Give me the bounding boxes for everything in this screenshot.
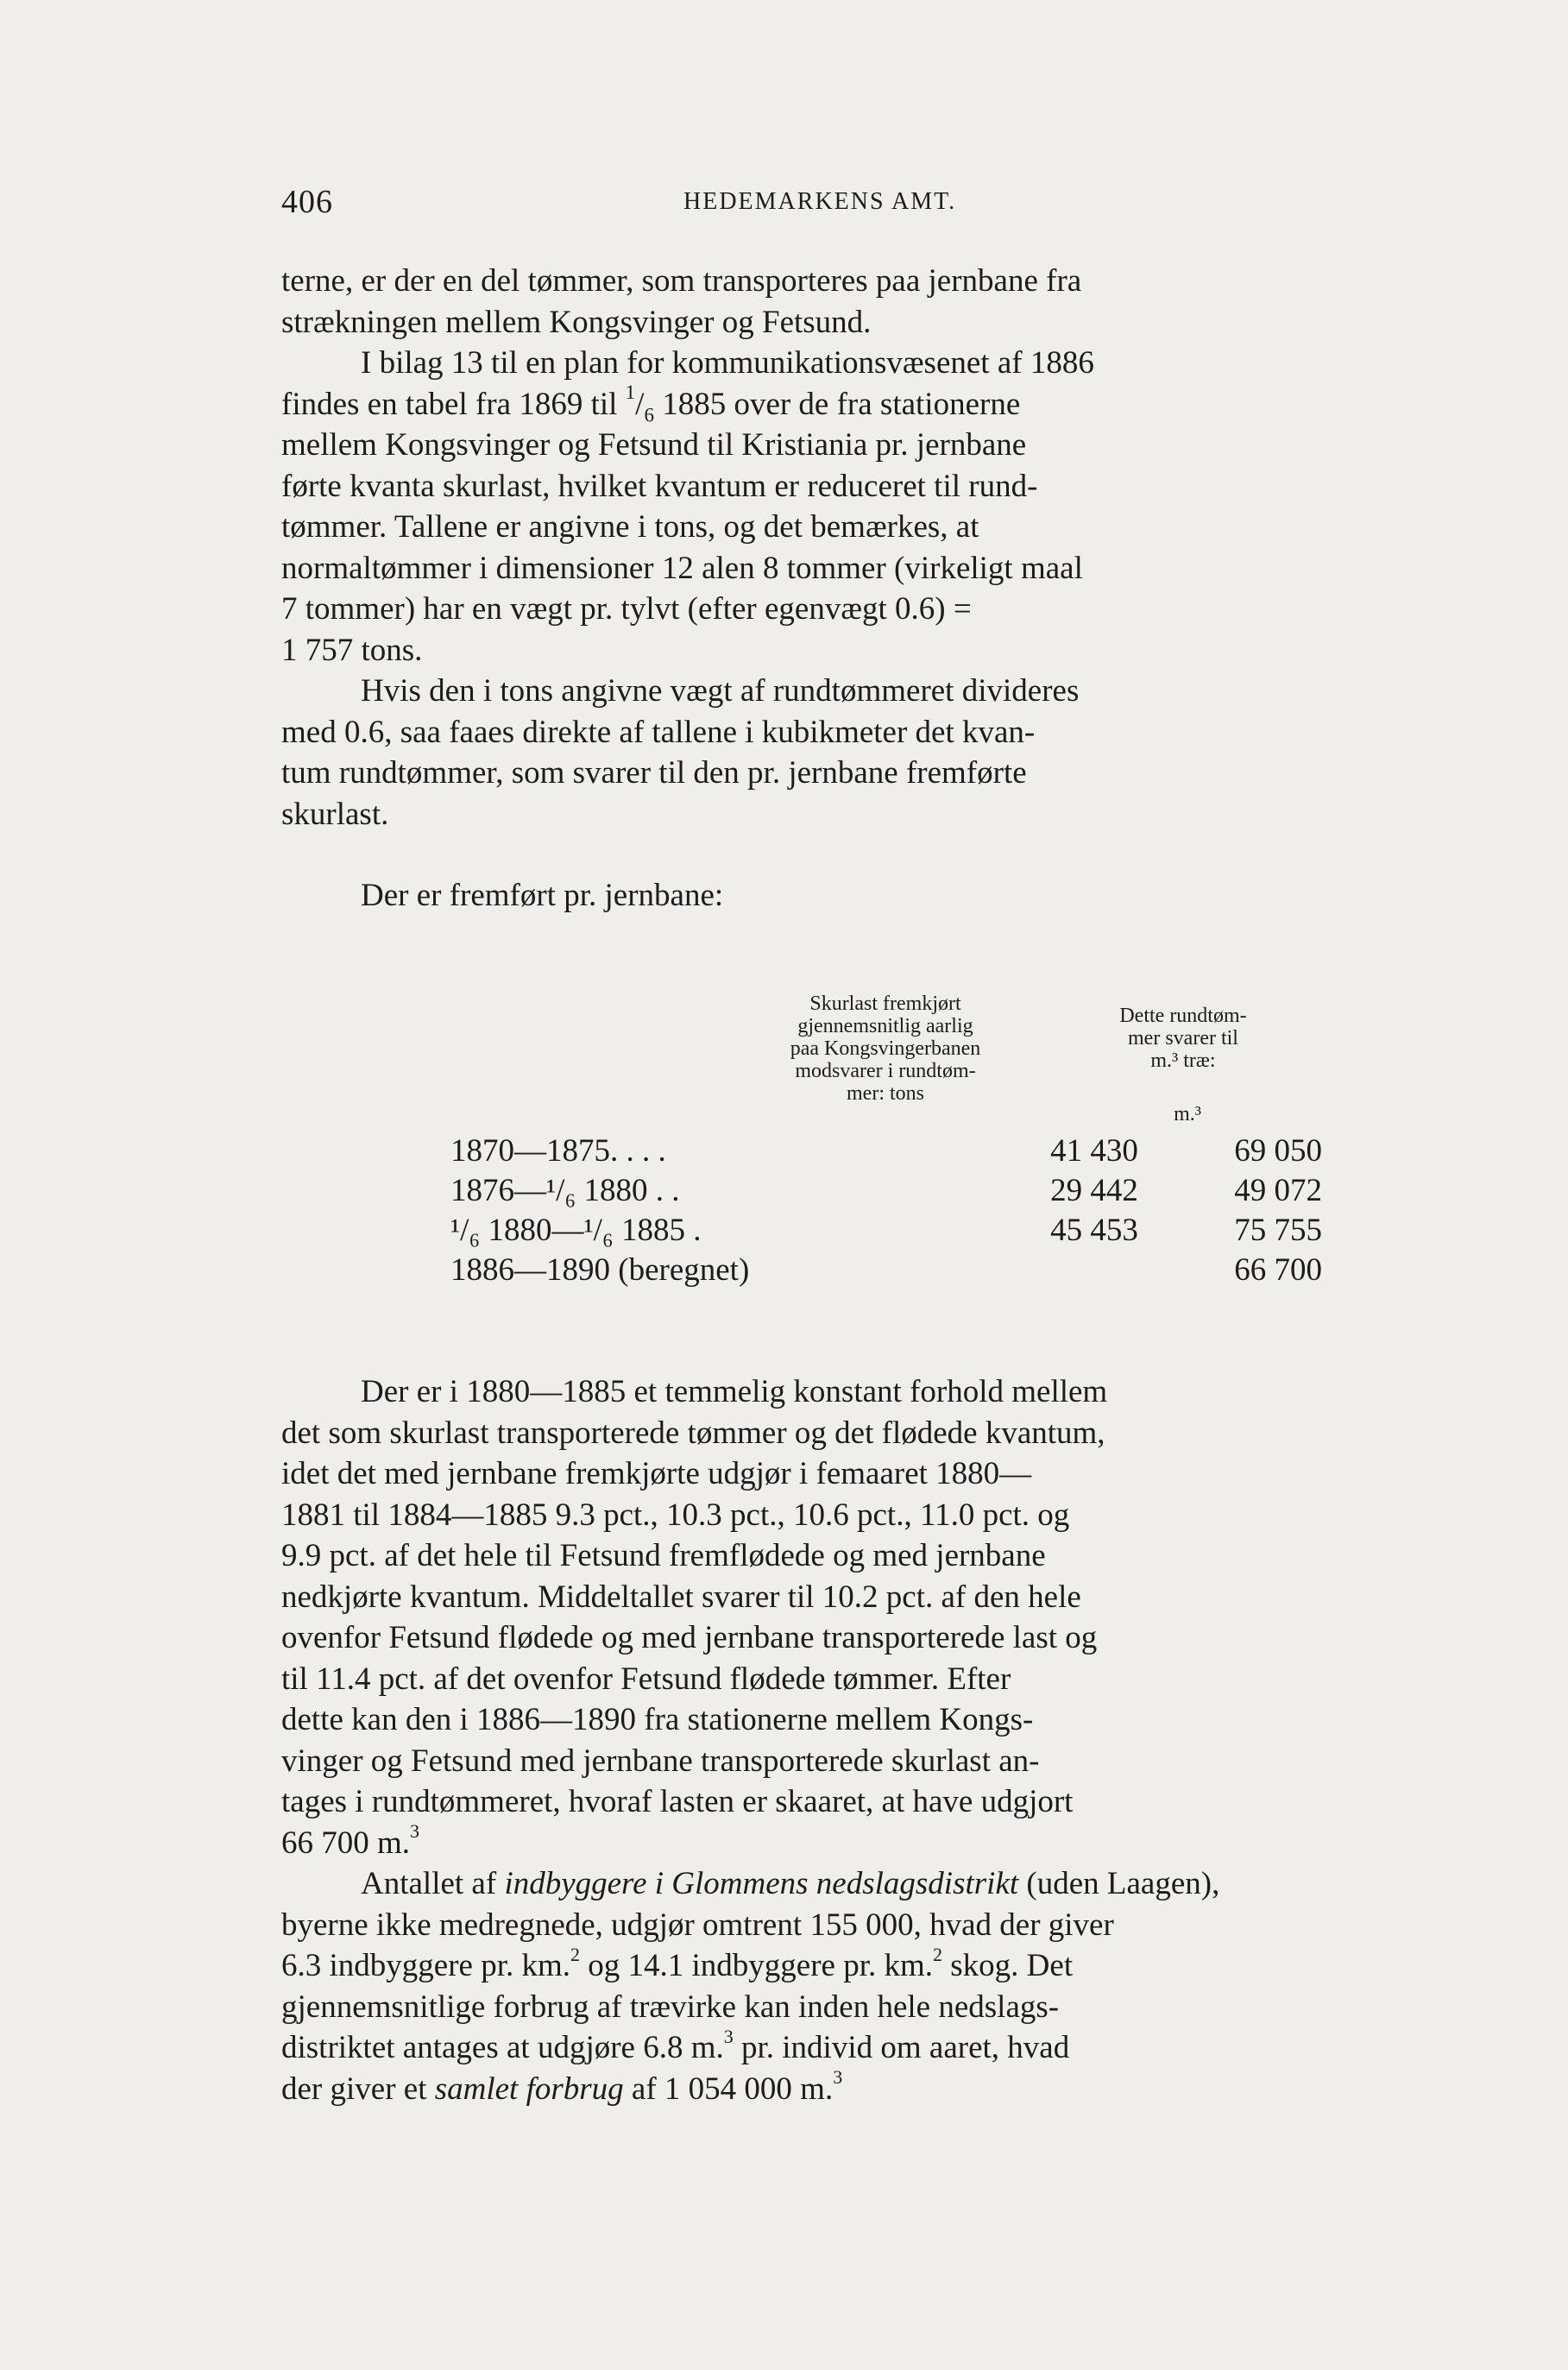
text-line: Hvis den i tons angivne vægt af rundtømmeret divideres	[361, 673, 1080, 709]
paragraph-divide	[281, 671, 1407, 835]
text-line: strækningen mellem Kongsvinger og Fetsund.	[281, 304, 872, 340]
text-line: tømmer. Tallene er angivne i tons, og det bemærkes, at	[281, 509, 979, 545]
page-header	[281, 183, 1407, 226]
m3-cell: 69 050	[1234, 1133, 1322, 1169]
text-line: idet det med jernbane fremkjørte udgjør i femaaret 1880—	[281, 1456, 1032, 1491]
period-cell: ¹/₆ 1880—¹/₆ 1885 .	[450, 1213, 702, 1248]
text-line: til 11.4 pct. af det ovenfor Fetsund flødede tømmer. Efter	[281, 1661, 1011, 1697]
m3-cell: 66 700	[1234, 1252, 1322, 1288]
table-row	[450, 1212, 1322, 1251]
text-line: dette kan den i 1886—1890 fra stationerne mellem Kongs-	[281, 1702, 1034, 1737]
column-unit: m.³	[1174, 1103, 1201, 1125]
page-number: 406	[281, 184, 333, 220]
period-cell: 1870—1875. . . .	[450, 1133, 666, 1169]
text-line: førte kvanta skurlast, hvilket kvantum er reduceret til rund-	[281, 468, 1038, 504]
text-line: I bilag 13 til en plan for kommunikationsvæsenet af 1886	[361, 345, 1094, 381]
m3-cell: 49 072	[1234, 1173, 1322, 1208]
column-header-tons: Skurlast fremkjørt gjennemsnitlig aarlig paa Kongsvingerbanen modsvarer i rundtøm- mer: tons	[790, 993, 981, 1105]
paragraph-population	[281, 1863, 1407, 2109]
text-line: distriktet antages at udgjøre 6.8 m.$^3$ pr. individ om aaret, hvad	[281, 2025, 1070, 2065]
text-line: Der er i 1880—1885 et temmelig konstant forhold mellem	[361, 1374, 1108, 1409]
text-line: byerne ikke medregnede, udgjør omtrent 155 000, hvad der giver	[281, 1907, 1114, 1943]
text-line: normaltømmer i dimensioner 12 alen 8 tommer (virkeligt maal	[281, 550, 1083, 586]
text-line: ovenfor Fetsund flødede og med jernbane transporterede last og	[281, 1620, 1098, 1655]
text-line: mellem Kongsvinger og Fetsund til Kristiania pr. jernbane	[281, 427, 1027, 463]
text-line: tages i rundtømmeret, hvoraf lasten er skaaret, at have udgjort	[281, 1784, 1074, 1819]
fraction: $^1/_6$	[625, 381, 654, 425]
table-row	[450, 1132, 1322, 1172]
text-line: terne, er der en del tømmer, som transporteres paa jernbane fra	[281, 263, 1082, 299]
text-line: det som skurlast transporterede tømmer og det flødede kvantum,	[281, 1415, 1105, 1451]
m3-cell: 75 755	[1234, 1213, 1322, 1248]
text-line: der giver et samlet forbrug af 1 054 000 m.$^3$	[281, 2066, 843, 2107]
text-line: tum rundtømmer, som svarer til den pr. jernbane fremførte	[281, 755, 1027, 791]
text-line: 1881 til 1884—1885 9.3 pct., 10.3 pct., 10.6 pct., 11.0 pct. og	[281, 1497, 1070, 1533]
column-header-m3: Dette rundtøm- mer svarer til m.³ træ:	[1119, 1005, 1247, 1072]
text-line: 7 tommer) har en vægt pr. tylvt (efter egenvægt 0.6) =	[281, 591, 972, 627]
tons-cell: 29 442	[1050, 1173, 1138, 1208]
text-line: gjennemsnitlige forbrug af trævirke kan inden hele nedslags-	[281, 1989, 1060, 2025]
text-line: findes en tabel fra 1869 til $^1/_6$ 1885 over de fra stationerne	[281, 381, 1021, 425]
table-row	[450, 1251, 1322, 1291]
text-line: 9.9 pct. af det hele til Fetsund fremflødede og med jernbane	[281, 1538, 1046, 1573]
text-line: skurlast.	[281, 796, 389, 832]
tons-cell: 45 453	[1050, 1213, 1138, 1248]
table-row	[450, 1172, 1322, 1212]
text-line: 66 700 m.$^3$	[281, 1820, 420, 1861]
text-line: vinger og Fetsund med jernbane transporterede skurlast an-	[281, 1743, 1040, 1779]
text-line: 1 757 tons.	[281, 632, 423, 668]
period-cell: 1876—¹/₆ 1880 . .	[450, 1173, 680, 1208]
table-intro: Der er fremført pr. jernbane:	[361, 878, 724, 913]
running-head: HEDEMARKENS AMT.	[683, 188, 957, 215]
freight-table	[281, 993, 1407, 1303]
paragraph-ratio	[281, 1371, 1407, 1863]
text-line: med 0.6, saa faaes direkte af tallene i kubikmeter det kvan-	[281, 714, 1036, 750]
tons-cell: 41 430	[1050, 1133, 1138, 1169]
text-line: Antallet af indbyggere i Glommens nedslagsdistrikt (uden Laagen),	[361, 1866, 1220, 1901]
period-cell: 1886—1890 (beregnet)	[450, 1252, 750, 1288]
text-line: 6.3 indbyggere pr. km.$^2$ og 14.1 indbyggere pr. km.$^2$ skog. Det	[281, 1943, 1074, 1983]
paragraph-continuation	[281, 261, 1407, 343]
text-line: nedkjørte kvantum. Middeltallet svarer til 10.2 pct. af den hele	[281, 1579, 1081, 1615]
paragraph-bilag	[281, 343, 1407, 671]
